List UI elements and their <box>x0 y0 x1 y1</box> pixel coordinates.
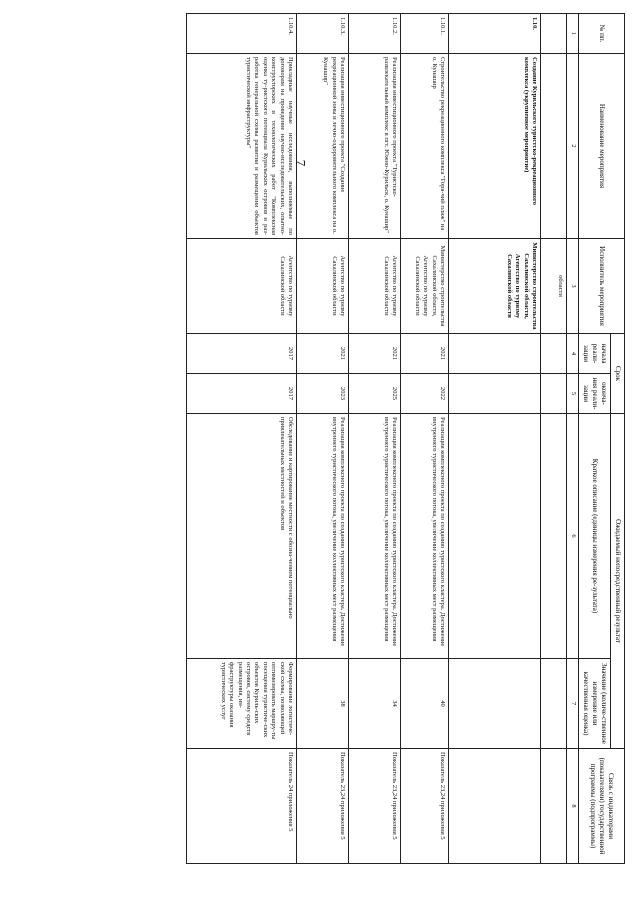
header-short-desc: Краткое описание (единицы измерения ре-зультата) <box>578 414 610 659</box>
row-num: 1.10. <box>449 14 541 54</box>
column-index: 1 <box>567 14 578 54</box>
row-value: Формирование логистиче-ской схемы, позволяющей оптимизировать маршру-ты посещения туристиче-ских объектов Куриль-ских островов, систему средств размещения, ин-фраструктуры оказания туристических услуг <box>187 659 297 749</box>
header-term-end: оконча-ния реали-зации <box>578 374 610 414</box>
header-executor: Исполнитель мероприятия <box>578 239 624 334</box>
row-value: 34 <box>349 659 401 749</box>
column-index: 4 <box>567 334 578 374</box>
column-index: 6 <box>567 414 578 659</box>
row-executor: Агентство по туризму Сахалинской области <box>187 239 297 334</box>
row-num: 1.10.3. <box>297 14 349 54</box>
row-desc <box>449 414 541 659</box>
table-row <box>401 14 449 864</box>
row-name: Реализация инвестиционного проекта "Туристско-развлекательный комплекс в пгт. Южно-Курильск, о. Кунашир" <box>349 54 401 239</box>
rotated-table-page <box>68 13 625 863</box>
row-name: Прикладные научные исследования, выполняемые по договорам на проведение научно-исследовательских, опытно-конструкторских и технологических работ "Комплексная оценка ту-ристского потенциала Курильских островов и раз-работка генеральной схемы развития и размещения объектов туристической инфраструктуры" <box>187 54 297 239</box>
header-term-start: начала реали-зации <box>578 334 610 374</box>
header-row-1 <box>610 14 624 864</box>
row-link: Показатель 23,24 приложения 5 <box>401 749 449 864</box>
row-start: 2021 <box>401 334 449 374</box>
row-link <box>449 749 541 864</box>
row-executor: Агентство по туризму Сахалинской области <box>297 239 349 334</box>
header-name: Наименование мероприятия <box>578 54 624 239</box>
table-row <box>449 14 541 864</box>
header-num: № пп. <box>578 14 624 54</box>
row-num: 1.10.4. <box>187 14 297 54</box>
row-link: Показатель 23,24 приложения 5 <box>297 749 349 864</box>
row-name: Создание Курильского туристско-рекреационного комплекса (укрупненное мероприятие) <box>449 54 541 239</box>
row-executor: Агентство по туризму Сахалинской области <box>349 239 401 334</box>
row-num: 1.10.2. <box>349 14 401 54</box>
row-desc: Обследование и картирование местности с обозна-чением потенциально привлекательных местностей и объектов <box>187 414 297 659</box>
row-end <box>449 374 541 414</box>
table-row <box>187 14 297 864</box>
column-index: 8 <box>567 749 578 864</box>
header-expected: Ожидаемый непосредственный результат <box>610 414 624 749</box>
row-num: 1.10.1. <box>401 14 449 54</box>
table-row <box>349 14 401 864</box>
row-name: Строительство рекреационного комплекса "Горя-чий пляж" на о. Кунашир <box>401 54 449 239</box>
row-value <box>449 659 541 749</box>
row-value: 38 <box>297 659 349 749</box>
row-executor: Министерство строительства Сахалинской области, Агентство по туризму Сахалинской области <box>401 239 449 334</box>
row-executor: Министерство строительства Сахалинской области, Агентство по туризму Сахалинской области <box>449 239 541 334</box>
header-term: Срок <box>610 334 624 414</box>
column-index: 2 <box>567 54 578 239</box>
row-name: Реализация инвестиционного проекта "Создание рекреационной зоны и лечно-оздоровительного комплекса на о. Кунашир" <box>297 54 349 239</box>
row-end: 2017 <box>187 374 297 414</box>
header-value: Значение (количе-ственное измерение или качественная оценка) <box>578 659 610 749</box>
column-index: 5 <box>567 374 578 414</box>
table-row <box>297 14 349 864</box>
row-end: 2025 <box>349 374 401 414</box>
row-end: 2023 <box>297 374 349 414</box>
header-link: Связь с индикаторами (показателями) государственной программы (подпрограммы) <box>578 749 624 864</box>
row-link: Показатель 23,24 приложения 5 <box>349 749 401 864</box>
row-end: 2022 <box>401 374 449 414</box>
column-index: 7 <box>567 659 578 749</box>
row-desc: Реализация комплексного проекта по созданию туристского кластера. Достижение внутреннего туристического потока, увеличение коллективных мест размещения <box>297 414 349 659</box>
row-desc: Реализация комплексного проекта по созданию туристского кластера. Достижение внутреннего туристического потока, увеличение коллективных мест размещения <box>349 414 401 659</box>
row-desc: Реализация комплексного проекта по созданию туристского кластера. Достижение внутреннего туристического потока, увеличение коллективных мест размещения <box>401 414 449 659</box>
page-number: 7 <box>293 159 309 167</box>
column-index-row <box>567 14 578 864</box>
continuation-row <box>541 14 567 864</box>
row-start <box>449 334 541 374</box>
row-link: Показатель 24 приложения 5 <box>187 749 297 864</box>
column-index: 3 <box>567 239 578 334</box>
row-value: 40 <box>401 659 449 749</box>
row-start: 2017 <box>187 334 297 374</box>
continuation-executor: области <box>541 239 567 334</box>
measures-table <box>186 13 625 864</box>
row-start: 2021 <box>349 334 401 374</box>
row-start: 2021 <box>297 334 349 374</box>
